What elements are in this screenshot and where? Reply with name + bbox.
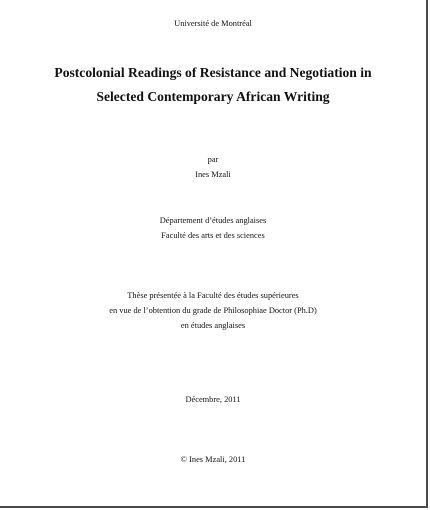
by-label: par xyxy=(207,155,219,164)
submission-date: Décembre, 2011 xyxy=(185,395,241,404)
thesis-statement-line-2: en vue de l’obtention du grade de Philosophiae Doctor (Ph.D) xyxy=(109,306,317,315)
author-name: Ines Mzali xyxy=(195,170,231,179)
thesis-title-line-1: Postcolonial Readings of Resistance and Negotiation in xyxy=(54,65,372,80)
copyright-notice: © Ines Mzali, 2011 xyxy=(180,455,246,464)
thesis-statement-line-3: en études anglaises xyxy=(180,321,246,330)
university-name: Université de Montréal xyxy=(174,19,252,28)
faculty-name: Faculté des arts et des sciences xyxy=(161,231,265,240)
thesis-title-line-2: Selected Contemporary African Writing xyxy=(96,89,330,104)
department-name: Département d’études anglaises xyxy=(159,216,267,225)
thesis-statement-line-1: Thèse présentée à la Faculté des études supérieures xyxy=(127,291,299,300)
